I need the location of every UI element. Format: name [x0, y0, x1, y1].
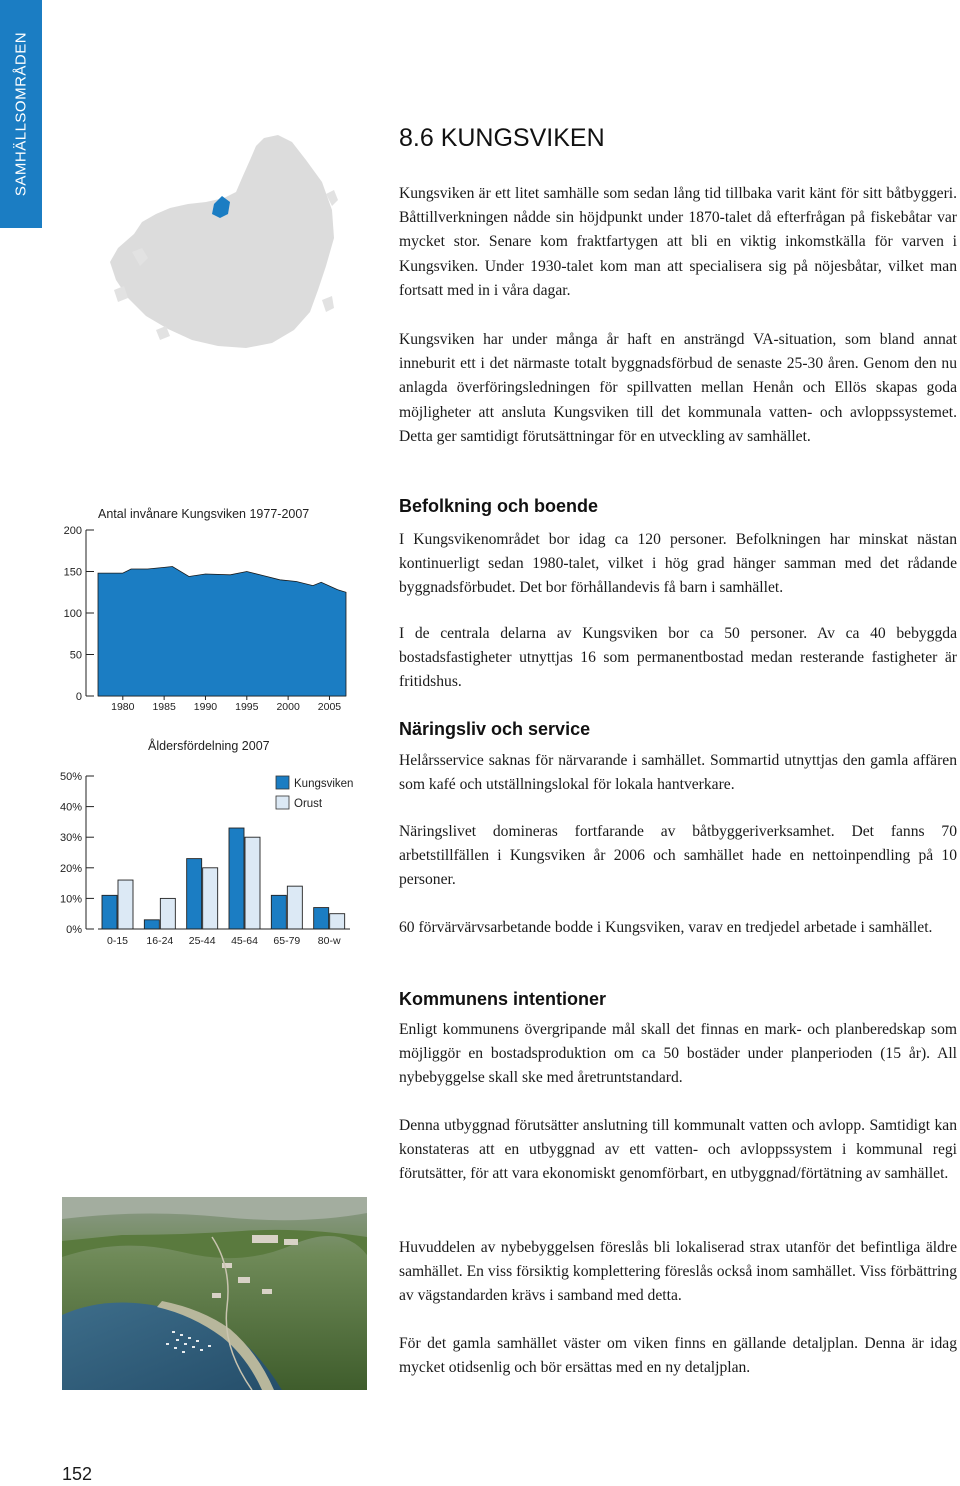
legend-swatch-orust: [276, 796, 289, 809]
age-category-label: 16-24: [146, 935, 174, 947]
befolkning-paragraph-2: I de centrala delarna av Kungsviken bor ca 50 personer. Av ca 40 bebyggda bostadsfastigheter utnyttjas 16 som permanentbostad medan resterande fastigheter är fritidshus.: [399, 625, 957, 691]
population-y-tick-label: 100: [63, 608, 82, 620]
legend-label-kungsviken: Kungsviken: [294, 778, 354, 790]
heading-kommunens: Kommunens intentioner: [399, 989, 607, 1009]
kommunens-paragraph-2: Denna utbyggnad förutsätter anslutning till kommunalt vatten och avlopp. Samtidigt kan konstateras att en utbyggnad av ett vatten- och avloppssystem i kommunal regi förutsätter, för att vara ekonomiskt genomförbart, en utbyggnad/förtätning av samhället.: [399, 1117, 957, 1183]
naringsliv-paragraph-3: 60 förvärvärvsarbetande bodde i Kungsviken, varav en tredjedel arbetade i samhället.: [399, 919, 933, 936]
population-x-tick-label: 2005: [317, 701, 342, 713]
naringsliv-paragraph-1: Helårsservice saknas för närvarande i samhället. Sommartid utnyttjas den gamla affären som kafé och utställningslokal för lokala hantverkare.: [399, 752, 957, 794]
side-tab-label: SAMHÄLLSOMRÅDEN: [12, 31, 30, 197]
population-y-tick-label: 200: [63, 525, 82, 537]
page-number: 152: [62, 1464, 93, 1484]
age-bar-kungsviken: [102, 895, 117, 929]
age-bar-orust: [203, 868, 218, 929]
age-bar-orust: [160, 898, 175, 929]
population-y-tick-label: 50: [69, 649, 82, 662]
population-x-tick-label: 1990: [193, 701, 218, 713]
age-y-tick-label: 40%: [59, 801, 82, 814]
intro-paragraph-2: Kungsviken har under många år haft en ansträngd VA-situation, som bland annat inneburit ett i det närmaste totalt byggnadsförbud de senaste 25-30 åren. Genom den nu anlagda överföringsledningen för spillvatten mellan Henån och Ellös skapas goda möjligheter att ansluta Kungsviken till det kommunala vatten- och avloppssystemet. Detta ger samtidigt förutsättningar för en utveckling av samhället.: [399, 331, 957, 445]
age-category-label: 80-w: [317, 935, 341, 947]
population-area: [98, 567, 346, 696]
age-chart: [48, 728, 358, 950]
aerial-photo: [62, 1197, 367, 1390]
age-category-label: 0-15: [106, 935, 129, 947]
legend-label-orust: Orust: [294, 798, 323, 810]
naringsliv-paragraph-2: Näringslivet domineras fortfarande av båtbyggeriverksamhet. Det fanns 70 arbetstillfällen i Kungsviken år 2006 och samhället hade en nettoinpendling på 10 personer.: [399, 823, 957, 889]
age-y-tick-label: 50%: [59, 771, 82, 783]
age-chart-title: Åldersfördelning 2007: [148, 739, 270, 753]
population-x-axis: [98, 696, 346, 713]
age-bar-kungsviken: [187, 859, 202, 929]
age-bar-kungsviken: [229, 828, 244, 929]
age-bar-orust: [245, 837, 260, 929]
orust-map-icon: [96, 130, 346, 350]
heading-naringsliv: Näringsliv och service: [399, 719, 591, 739]
population-y-tick-label: 0: [75, 691, 82, 703]
age-bar-orust: [287, 886, 302, 929]
age-y-tick-label: 10%: [59, 893, 82, 906]
age-bar-kungsviken: [314, 908, 329, 929]
population-x-tick-label: 1995: [235, 701, 259, 713]
age-bar-kungsviken: [271, 895, 286, 929]
population-x-tick-label: 1985: [152, 701, 176, 713]
population-y-tick-label: 150: [63, 566, 82, 579]
intro-paragraph-1: Kungsviken är ett litet samhälle som sedan lång tid tillbaka varit känt för sitt båtbyggeri. Båttillverkningen nådde sin höjdpunkt under 1870-talet då efterfrågan på fiskebåtar var mycket stor. Senare kom fraktfartygen att bli en viktig inkomstkälla för varven i Kungsviken. Under 1930-talet kom man att specialisera sig på nöjesbåtar, vilket man fortsatt med in i våra dagar.: [399, 185, 957, 299]
age-category-label: 45-64: [231, 935, 258, 947]
population-chart: [48, 500, 358, 720]
age-category-label: 65-79: [273, 935, 301, 947]
age-bar-orust: [330, 914, 345, 929]
age-category-label: 25-44: [188, 935, 216, 947]
heading-befolkning: Befolkning och boende: [399, 496, 599, 516]
population-x-tick-label: 2000: [276, 701, 300, 713]
section-title: 8.6 KUNGSVIKEN: [399, 124, 605, 152]
population-chart-title: Antal invånare Kungsviken 1977-2007: [98, 507, 310, 521]
kommunens-paragraph-3: Huvuddelen av nybebyggelsen föreslås bli lokaliserad strax utanför det befintliga äldre samhället. En viss försiktig komplettering föreslås också inom samhället. Viss förbättring av vägstandarden krävs i samband med detta.: [399, 1239, 957, 1305]
kommunens-paragraph-4: För det gamla samhället väster om viken finns en gällande detaljplan. Denna är idag mycket otidsenlig och bör ersättas med en ny detaljplan.: [399, 1335, 957, 1377]
age-y-axis: [60, 771, 94, 936]
befolkning-paragraph-1: I Kungsvikenområdet bor idag ca 120 personer. Befolkningen har minskat nästan kontinuerligt sedan 1980-talet, vilket i hög grad hänger samman med det rådande byggnadsförbudet. Det bor förhållandevis få barn i samhället.: [399, 531, 957, 597]
side-tab: [0, 0, 42, 228]
age-y-tick-label: 20%: [59, 862, 82, 875]
legend-swatch-kungsviken: [276, 776, 289, 789]
kommunens-paragraph-1: Enligt kommunens övergripande mål skall det finnas en mark- och planberedskap som möjliggör en bostadsproduktion om ca 50 bostäder under planperioden (15 år). All nybebyggelse skall ske med åretruntstandard.: [399, 1021, 957, 1087]
population-x-tick-label: 1980: [111, 701, 135, 713]
age-x-axis: [98, 929, 350, 947]
age-y-tick-label: 0%: [66, 924, 82, 936]
age-bar-orust: [118, 880, 133, 929]
age-bars: [102, 828, 345, 929]
population-y-axis: [64, 525, 94, 703]
age-y-tick-label: 30%: [59, 832, 82, 845]
age-bar-kungsviken: [144, 920, 159, 929]
age-legend: [276, 776, 353, 810]
